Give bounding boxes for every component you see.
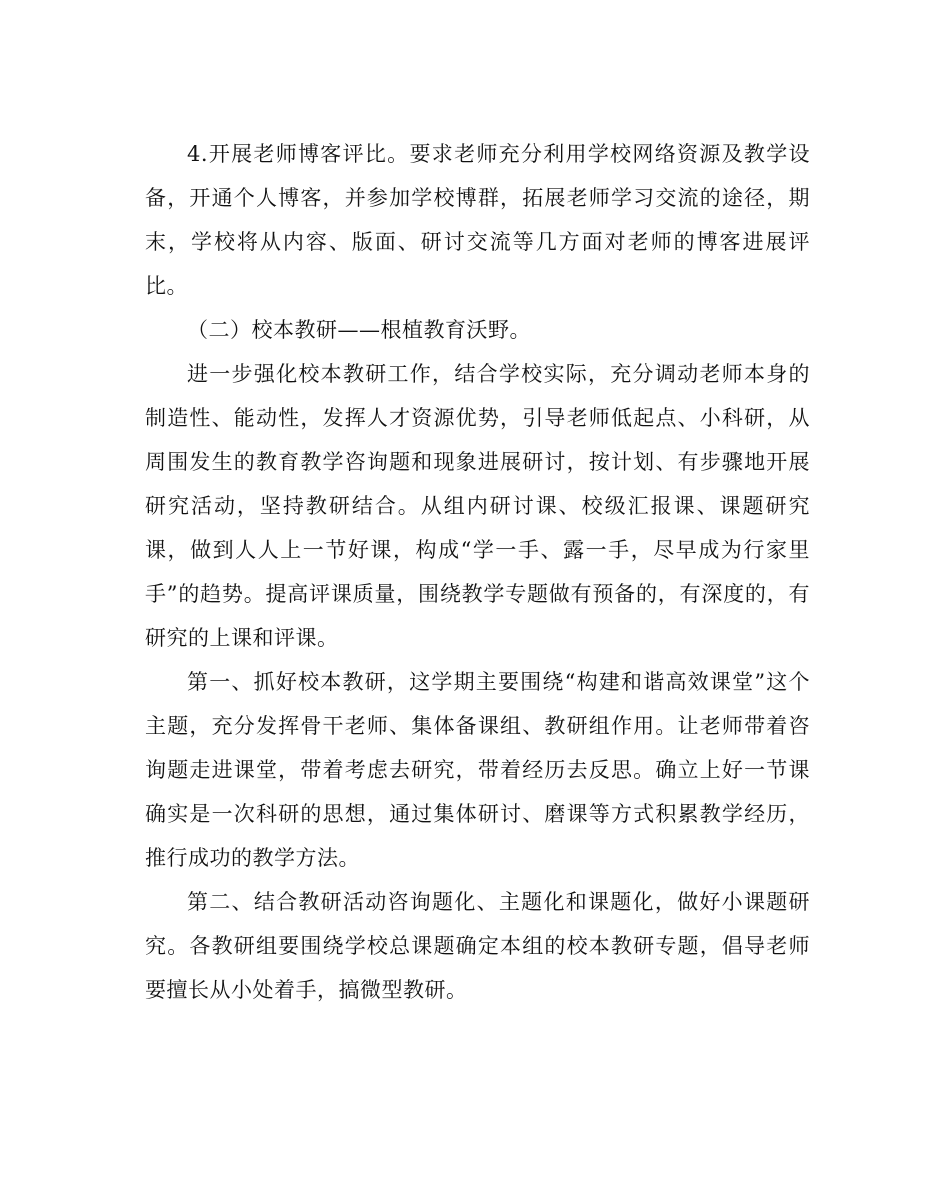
section-heading-school-research: （二）校本教研——根植教育沃野。	[187, 318, 531, 342]
paragraph-first-point: 第一、抓好校本教研，这学期主要围绕“构建和谐高效课堂”这个主题，充分发挥骨干老师、集体备课组、教研组作用。让老师带着咨询题走进课堂，带着考虑去研究，带着经历去反思。确立上好一节课确实是一次科研的思想，通过集体研讨、磨课等方式积累教学经历，推行成功的教学方法。	[145, 670, 810, 870]
paragraph-blog-evaluation: 4.开展老师博客评比。要求老师充分利用学校网络资源及教学设备，开通个人博客，并参加学校博群，拓展老师学习交流的途径，期末，学校将从内容、版面、研讨交流等几方面对老师的博客进展评比。	[145, 142, 810, 298]
paragraph-school-research-overview: 进一步强化校本教研工作，结合学校实际，充分调动老师本身的制造性、能动性，发挥人才资源优势，引导老师低起点、小科研，从周围发生的教育教学咨询题和现象进展研讨，按计划、有步骤地开展研究活动，坚持教研结合。从组内研讨课、校级汇报课、课题研究课，做到人人上一节好课，构成“学一手、露一手，尽早成为行家里手”的趋势。提高评课质量，围绕教学专题做有预备的，有深度的，有研究的上课和评课。	[145, 362, 810, 650]
document-body	[145, 132, 810, 1012]
paragraph-second-point: 第二、结合教研活动咨询题化、主题化和课题化，做好小课题研究。各教研组要围绕学校总课题确定本组的校本教研专题，倡导老师要擅长从小处着手，搞微型教研。	[145, 890, 810, 1002]
